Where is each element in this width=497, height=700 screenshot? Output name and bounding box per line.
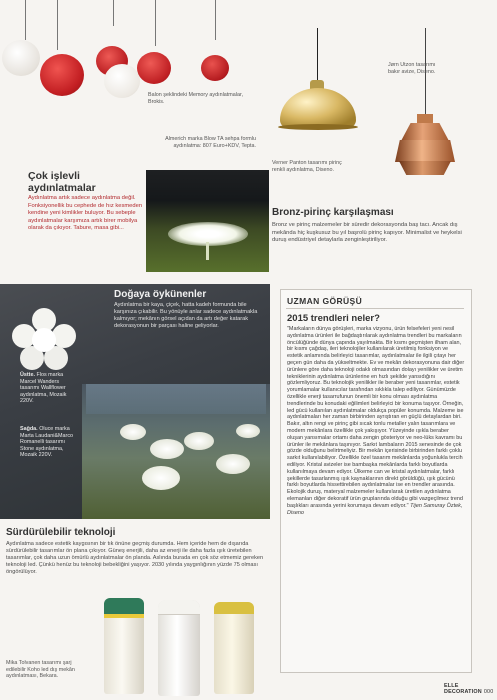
section-title-cok-islevli: Çok işlevli aydınlatmalar xyxy=(28,170,96,194)
blow-ta-lamp-photo xyxy=(146,170,269,272)
section-title-bronz: Bronz-pirinç karşılaşması xyxy=(272,207,394,218)
section-text-bronz: Bronz ve pirinç malzemeler bir süredir dekorasyonda baş tacı. Ancak dış mekânda hiç kuşkusuz bu yıl başrolü pirinç kapıyor. Minimalist ve heykelsi duruş endüstriyel detaylarla zenginleştiriliyor. xyxy=(272,222,462,244)
utzon-caption: Jørn Utzon tasarımı bakır avize, Diseno. xyxy=(388,62,436,75)
sagda-text: Oluce marka Marta Laudani&Marco Romanelli tasarımı Stone aydınlatma, Mozaik 220V. xyxy=(20,426,74,459)
stone-lamp-2 xyxy=(150,439,184,459)
ustte-caption xyxy=(20,372,76,405)
sagda-caption xyxy=(20,426,76,459)
stone-lamp-6 xyxy=(236,424,260,438)
page-footer xyxy=(444,683,497,695)
uzman-title: 2015 trendleri neler? xyxy=(287,313,380,324)
section-text-doga: Aydınlatma bir kaya, çiçek, hatta kadeh formunda bile karşınıza çıkabilir. Bu yönüyle anlar sadece aydınlatmakla kalmıyor; mekânın görsel açıdan da artı değer katarak dekorasyonun bir parçası haline geliyorlar. xyxy=(114,302,258,330)
stone-lamp-4 xyxy=(142,466,180,490)
section-title-surdurulebilir: Sürdürülebilir teknoloji xyxy=(6,527,116,538)
koho-lamp-yellow xyxy=(214,602,254,694)
stone-lamp-5 xyxy=(216,454,250,474)
copper-pendant-photo xyxy=(385,28,465,188)
uzman-divider xyxy=(286,308,464,309)
uzman-paragraph: "Markaların dünya görüşleri, marka vizyonu, ürün felsefeleri yeni nesil aydınlatma ürünleri ile bağdaştırılarak aydınlatma trendleri bu markaların öncülüğünde dünya çapında yayılmakta. Bir kısmı geçmişten ilham alan, bir kısmı çağdaş, ileri teknolojiler kullanılarak üretilmiş fonksiyon ve estetik anlamında belirleyici tasarımlar, aydınlatmalar ile ilgili çıtayı her geçen gün daha da yükseltmekte. Ev ve mekân dekorasyonuna dair diğer ürünlere göre daha teknoloji odaklı olmasından dolayı yenilikler ve üretim tekniklerinin aydınlatma ürünlerine en hızlı şekilde yansıdığını gözlemliyoruz. Bu teknolojik yenilikler ile beraber yeni tasarımlar, estetik yorumlamalar kullanıcılar tarafından sıklıkla talep ediliyor. Günümüzde özellikle enerji tasarrufunun önemli bir konu olması aydınlatma trendlerinde bu konudaki eğilimleri belirleyici bir konuma taşıyor. Örneğin, led gücü kullanılan aydınlatmalar oldukça popüler konumda. Malzeme ise aydınlatmaları her zaman birbirinden ayrıştıran en güçlü detaylardan biri. Bakır, altın rengi ve pirinç gibi sıcak tonlu metaller yalın tasarımlara ve modern mekânlara özellikle çok yakışıyor. Yüzeyinde ışıkla beraber oluşan yansımalar ortamı daha zengin gösteriyor ve neo-lüks kavramı bu ürünler ile mekânlara taşınıyor. Sarkıt lambaların 2015 senesinde de çok gözde olduğunu belirtmeliyiz. Bir mekân içerisinde birbirinden farklı çoklu sarkıt kullanılabiliyor. Özellikle özel tasarım mekânlarda yoğunlukla tercih ediliyor. Kristal avizeler ise bambaşka mekânlarda farklı boyutlarda kullanılmaya devam ediyor. Ülkeme can ve kristal aydınlatmalar, farklı şekillerde tasarlanmış ışık kaynaklarının direkt görüldüğü, ışık gücünü farklı boyutlarda hissettirebilen aydınlatmalar ise en trendler arasında. Ekolojik duruş, materyal malzemeler kullanılarak üretilen aydınlatma elemanları diğer dekoratif ürün gruplarında olduğu gibi vazgeçilmez trend başlıkları arasında yerini korumaya devam ediyor." xyxy=(287,326,465,509)
balloon-caption: Balon şeklindeki Memory aydınlatmalar, Brokis. xyxy=(148,92,243,105)
koho-lamp-white xyxy=(158,600,200,696)
koho-lamps-photo xyxy=(98,598,268,698)
blowta-caption: Almerich marka Blow TA sehpa formlu aydınlatma: 807 Euro+KDV, Tepta. xyxy=(165,136,256,149)
uzman-label: UZMAN GÖRÜŞÜ xyxy=(287,296,363,306)
red-balloon-lamp-4 xyxy=(201,55,229,81)
uzman-text xyxy=(287,326,465,516)
koho-lamp-green xyxy=(104,598,144,694)
section-title-doga: Doğaya öykünenler xyxy=(114,289,207,300)
brass-pendant-photo xyxy=(270,28,366,138)
section-text-cok-islevli: Aydınlatma artık sadece aydınlatma değil. Fonksiyonellik bu cephede de hız kesmeden kendine yeni kimlikler buluyor. Bu sebeple aydınlatmalar karşımıza artık birer mobilya olarak da çıkıyor. Tabure, masa gibi... xyxy=(28,195,143,232)
section-text-surdurulebilir: Aydınlatma sadece estetik kaygısının bir tık önüne geçmiş durumda. Hem içeride hem de dışarıda sürdürülebilir tasarımlar ön plana çıkıyor. Güneş enerjili, daha az enerji ile daha fazla ışık üretebilen tasarımlar, çok daha uzun ömürlü aydınlatmalar ön planda. Aslında burada en çok söz etmemiz gereken teknoloji led. Çünkü henüz bu teknoloji bebekliğini yaşıyor. 2030 yılında yaygınlığının yüzde 75 olması öngörülüyor. xyxy=(6,541,264,575)
panton-caption: Verner Panton tasarımı pirinç renkli aydınlatma, Diseno. xyxy=(272,160,342,173)
white-balloon-lamp xyxy=(2,40,40,76)
ustte-label: Üstte. xyxy=(20,372,35,378)
footer-page-number: 000 xyxy=(483,689,494,695)
stone-lamp-3 xyxy=(184,432,214,450)
stone-lamp xyxy=(120,424,146,440)
sagda-label: Sağda. xyxy=(20,426,38,432)
ustte-text: Flos marka Marcel Wanders tasarımı Wallflower aydınlatma, Mozaik 220V. xyxy=(20,372,67,405)
flower-lamp xyxy=(12,308,76,372)
uzman-signature: Tijen Samuray Öztek, Diseno xyxy=(287,502,463,516)
red-balloon-lamp-3 xyxy=(137,52,171,84)
tolvanen-caption: Mika Tolvanen tasarımı şarj edilebilir Koho led dış mekân aydınlatması, Bekara. xyxy=(6,660,75,680)
white-balloon-lamp-2 xyxy=(104,64,140,98)
red-balloon-lamp xyxy=(40,54,84,96)
footer-brand: ELLE DECORATION xyxy=(444,683,482,695)
